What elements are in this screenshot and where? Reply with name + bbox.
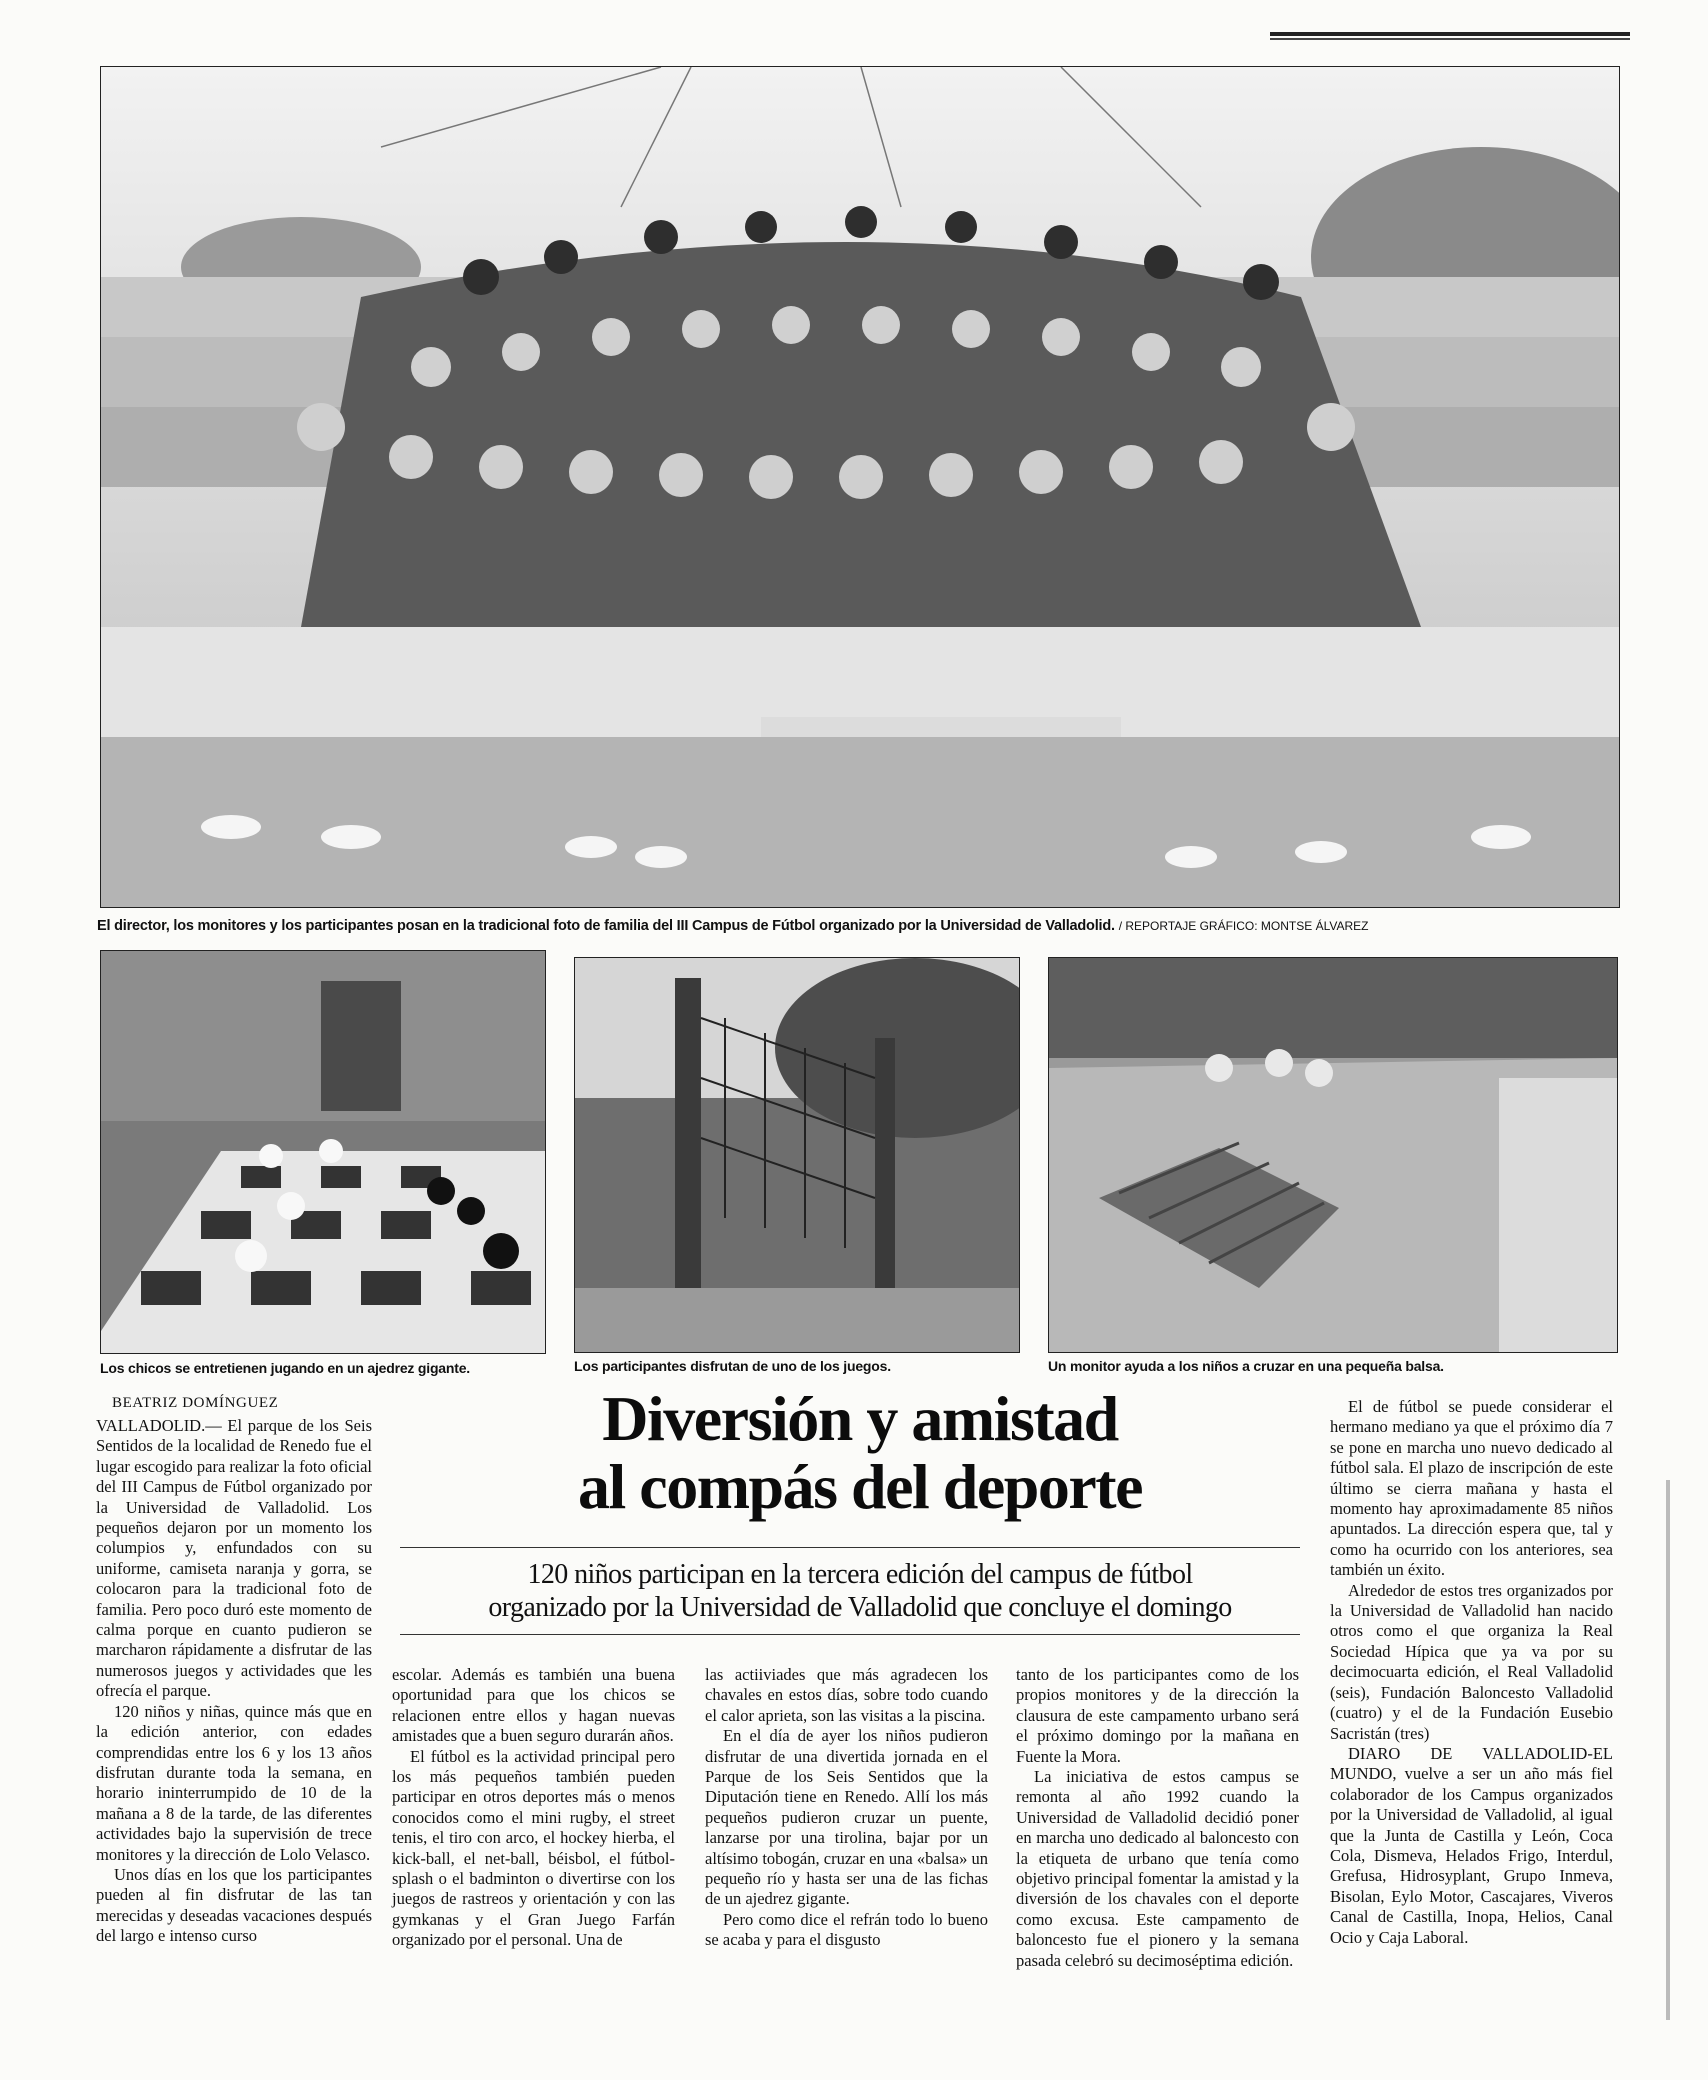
subheadline: [400, 1558, 1320, 1624]
col1-paragraph-1: VALLADOLID.— El parque de los Seis Sentidos de la localidad de Renedo fue el lugar escogido para realizar la foto oficial del III Campus de Fútbol organizado por la Universidad de Valladolid. Los pequeños dejaron por un momento los columpios y, enfundados con su uniforme, camiseta naranja y gorra, se colocaron para la tradicional foto de familia. Pero poco duró este momento de calma porque en cuanto pudieron se marcharon rápidamente a disfrutar de las numerosos juegos y actividades que les ofrecía el parque.: [96, 1416, 372, 1701]
chess-photo-caption: Los chicos se entretienen jugando en un ajedrez gigante.: [100, 1360, 470, 1376]
col3-paragraph-2: En el día de ayer los niños pudieron disfrutar de una divertida jornada en el Parque de los Seis Sentidos que la Diputación tiene en Renedo. Allí los más pequeños pudieron cruzar un puente, lanzarse por una tirolina, bajar por un altísimo tobogán, cruzar en una «balsa» un pequeño río y hasta ser una de las fichas de un ajedrez gigante.: [705, 1726, 988, 1909]
subhead-line-1: 120 niños participan en la tercera edición del campus de fútbol: [527, 1559, 1193, 1590]
headline-rule: [400, 1547, 1300, 1548]
col5-paragraph-3: DIARO DE VALLADOLID-EL MUNDO, vuelve a ser un año más fiel colaborador de los Campus organizados por la Universidad de Valladolid, al igual que la Junta de Castilla y León, Coca Cola, Dismeva, Helados Frigo, Interdul, Grefusa, Hidrosyplant, Grupo Inmeva, Bisolan, Eylo Motor, Cascajares, Viveros Canal de Castilla, Inopa, Helios, Canal Ocio y Caja Laboral.: [1330, 1743, 1613, 1947]
headline: [400, 1385, 1320, 1521]
subhead-line-2: organizado por la Universidad de Valladolid que concluye el domingo: [488, 1592, 1232, 1623]
main-caption-text: El director, los monitores y los participantes posan en la tradicional foto de familia del III Campus de Fútbol organizado por la Universidad de Valladolid.: [97, 918, 1115, 934]
main-photo-caption: [97, 918, 1437, 934]
col5-paragraph-2: Alrededor de estos tres organizados por la Universidad de Valladolid han nacido otros como el que organiza la Real Sociedad Hípica que ya va por su decimocuarta edición, el Real Valladolid (seis), Fundación Baloncesto Valladolid (cuatro) y el de la Fundación Eusebio Sacristán (tres): [1330, 1580, 1613, 1743]
headline-line-1: Diversión y amistad: [602, 1383, 1118, 1454]
col3-paragraph-1: las actiiviades que más agradecen los chavales en estos días, sobre todo cuando el calor aprieta, son las visitas a la piscina.: [705, 1665, 988, 1725]
top-rule-thin: [1270, 38, 1630, 40]
photo-credit: / REPORTAJE GRÁFICO: MONTSE ÁLVAREZ: [1118, 919, 1369, 933]
top-rule: [1270, 32, 1630, 36]
subhead-rule: [400, 1634, 1300, 1635]
col1-paragraph-3: Unos días en los que los participantes pueden al fin disfrutar de las tan merecidas y deseadas vacaciones después del largo e intenso curso: [96, 1864, 372, 1946]
scan-edge-shadow: [1666, 1480, 1670, 2020]
games-photo: [574, 957, 1020, 1353]
games-photo-caption: Los participantes disfrutan de uno de los juegos.: [574, 1358, 891, 1374]
article-column-5: [1330, 1397, 1613, 1948]
raft-photo: [1048, 957, 1618, 1353]
chess-photo: [100, 950, 546, 1354]
col3-paragraph-3: Pero como dice el refrán todo lo bueno se acaba y para el disgusto: [705, 1909, 988, 1950]
col4-paragraph-2: La iniciativa de estos campus se remonta al año 1992 cuando la Universidad de Valladolid decidió poner en marcha uno dedicado al baloncesto con la etiqueta de urbano que tenía como objetivo principal fomentar la amistad y la diversión de los chavales con el deporte como excusa. Este campamento de baloncesto fue el pionero y la semana pasada celebró su decimoséptima edición.: [1016, 1767, 1299, 1970]
raft-photo-caption: Un monitor ayuda a los niños a cruzar en una pequeña balsa.: [1048, 1358, 1444, 1374]
col4-paragraph-1: tanto de los participantes como de los propios monitores y de la dirección la clausura de este campamento urbano será el próximo domingo por la mañana en Fuente la Mora.: [1016, 1665, 1299, 1766]
article-column-3: [705, 1665, 988, 1951]
article-column-1: [96, 1416, 372, 1947]
col2-paragraph-1: escolar. Además es también una buena oportunidad para que los chicos se relacionen entre ellos y hagan nuevas amistades que a buen seguro durarán años.: [392, 1665, 675, 1746]
article-column-2: [392, 1665, 675, 1951]
headline-line-2: al compás del deporte: [578, 1451, 1142, 1522]
article-column-4: [1016, 1665, 1299, 1971]
col2-paragraph-2: El fútbol es la actividad principal pero los más pequeños también pueden participar en otros deportes más o menos conocidos como el mini rugby, el street tenis, el tiro con arco, el hockey hierba, el kick-ball, el net-ball, béisbol, el fútbol-splash o el badminton o divertirse con los juegos de rastreos y orientación y con las gymkanas y el Gran Juego Farfán organizado por el personal. Una de: [392, 1746, 675, 1950]
main-group-photo: [100, 66, 1620, 908]
col5-paragraph-1: El de fútbol se puede considerar el hermano mediano ya que el próximo día 7 se pone en marcha uno nuevo dedicado al fútbol sala. El plazo de inscripción de este último se cierra mañana y hasta el momento hay aproximadamente 85 niños apuntados. La dirección espera que, tal y como ha ocurrido con los anteriores, sea también un éxito.: [1330, 1397, 1613, 1580]
byline: BEATRIZ DOMÍNGUEZ: [112, 1395, 279, 1411]
col1-paragraph-2: 120 niños y niñas, quince más que en la edición anterior, con edades comprendidas entre los 6 y los 13 años disfrutan durante toda la semana, en horario ininterrumpido de 10 de la mañana a 8 de la tarde, de las diferentes actividades bajo la supervisión de trece monitores y la dirección de Lolo Velasco.: [96, 1701, 372, 1864]
